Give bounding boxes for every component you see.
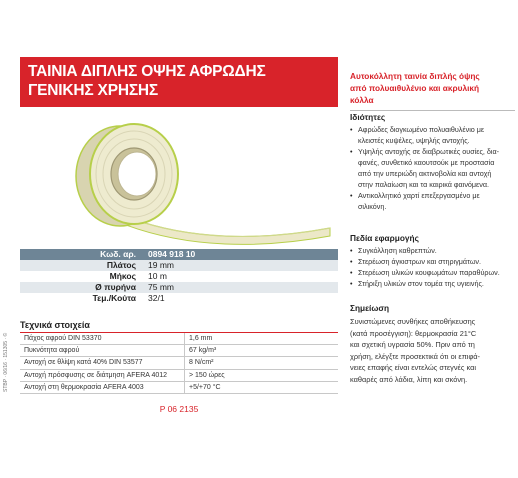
spec-value: 32/1	[144, 293, 338, 304]
note-heading: Σημείωση	[350, 303, 390, 313]
technical-row	[20, 381, 338, 393]
properties-heading: Ιδιότητες	[350, 112, 386, 122]
spec-value: 75 mm	[144, 282, 338, 293]
spec-label: Τεμ./Κούτα	[20, 293, 144, 304]
applications-heading: Πεδία εφαρμογής	[350, 233, 419, 243]
technical-label: Αντοχή πρόσφυσης σε διάτμηση AFERA 4012	[20, 369, 185, 381]
spec-row	[20, 282, 338, 293]
technical-row	[20, 345, 338, 357]
technical-value: > 150 ώρες	[185, 369, 339, 381]
list-item: • Στερέωση υλικών κουφωμάτων παραθύρων.	[350, 267, 515, 278]
spec-label: Μήκος	[20, 271, 144, 282]
technical-label: Πάχος αφρού DIN 53370	[20, 333, 185, 345]
note-line: Συνιστώμενες συνθήκες αποθήκευσης	[350, 317, 476, 326]
technical-value: 67 kg/m³	[185, 345, 339, 357]
subtitle-line: από πολυαιθυλένιο και ακρυλική	[350, 83, 480, 93]
spec-row	[20, 271, 338, 282]
list-item: • Υψηλής αντοχής σε διαβρωτικές ουσίες, δια- φανές, συνθετικό καουτσούκ με προστασία από την υπεριώδη ακτινοβολία και αντοχή στην παλαίωση και τα καιρικά φαινόμενα.	[350, 146, 515, 190]
technical-label: Αντοχή σε θλίψη κατά 40% DIN 53577	[20, 357, 185, 369]
list-item: • Συγκόλληση καθρεπτών.	[350, 245, 515, 256]
technical-row	[20, 369, 338, 381]
tape-roll-illustration	[20, 108, 338, 246]
spec-row	[20, 249, 338, 260]
product-code: P 06 2135	[159, 404, 199, 414]
properties-list	[350, 124, 515, 212]
technical-heading: Τεχνικά στοιχεία	[20, 320, 338, 333]
list-item: • Στήριξη υλικών στον τομέα της υγιεινής.	[350, 278, 515, 289]
list-item: • Αντικολλητικό χαρτί επεξεργασμένο με σιλικόνη.	[350, 190, 515, 212]
note-line: (κατά προσέγγιση): θερμοκρασία 21°C	[350, 328, 477, 338]
spec-label: Ø πυρήνα	[20, 282, 144, 293]
technical-label: Πυκνότητα αφρού	[20, 345, 185, 357]
page-title-line-2: ΓΕΝΙΚΗΣ ΧΡΗΣΗΣ	[28, 82, 159, 99]
spec-label: Κωδ. αρ.	[20, 249, 144, 260]
list-item: • Αφρώδες διογκωμένο πολυαιθυλένιο με κλειστές κυψέλες, υψηλής αντοχής.	[350, 124, 515, 146]
title-banner	[20, 57, 338, 107]
divider	[350, 110, 515, 111]
spec-value: 10 m	[144, 271, 338, 282]
technical-value: 1,6 mm	[185, 333, 339, 345]
technical-table	[20, 333, 338, 394]
technical-row	[20, 357, 338, 369]
note-line: καθαρές από λάδια, λίπη και σκόνη.	[350, 374, 468, 384]
spec-value: 0894 918 10	[144, 249, 338, 260]
product-image	[20, 108, 338, 246]
note-line: και σχετική υγρασία 50%. Πριν από τη	[350, 340, 475, 349]
technical-row	[20, 333, 338, 345]
spec-value: 19 mm	[144, 260, 338, 271]
tape-strip	[126, 218, 330, 244]
subtitle-line: κόλλα	[350, 95, 374, 105]
subtitle-line: Αυτοκόλλητη ταινία διπλής όψης	[350, 71, 480, 81]
spec-table	[20, 249, 338, 304]
note-line: νειες επαφής είναι εντελώς στεγνές και	[350, 363, 476, 372]
spec-row	[20, 260, 338, 271]
side-print-note: STBP · 06/16 · 151305 · ©	[3, 332, 9, 392]
note-text	[350, 316, 515, 385]
technical-value: +5/+70 °C	[185, 381, 339, 393]
page-title-line-1: ΤΑΙΝΙΑ ΔΙΠΛΗΣ ΟΨΗΣ ΑΦΡΩΔΗΣ	[28, 63, 266, 80]
note-line: χρήση, ελέγξτε προσεκτικά ότι οι επιφά-	[350, 351, 480, 361]
spec-row	[20, 293, 338, 304]
spec-label: Πλάτος	[20, 260, 144, 271]
subtitle	[350, 70, 515, 106]
list-item: • Στερέωση άγκιστρων και στηριγμάτων.	[350, 256, 515, 267]
applications-list	[350, 245, 515, 289]
technical-value: 8 N/cm²	[185, 357, 339, 369]
technical-label: Αντοχή στη θερμοκρασία AFERA 4003	[20, 381, 185, 393]
